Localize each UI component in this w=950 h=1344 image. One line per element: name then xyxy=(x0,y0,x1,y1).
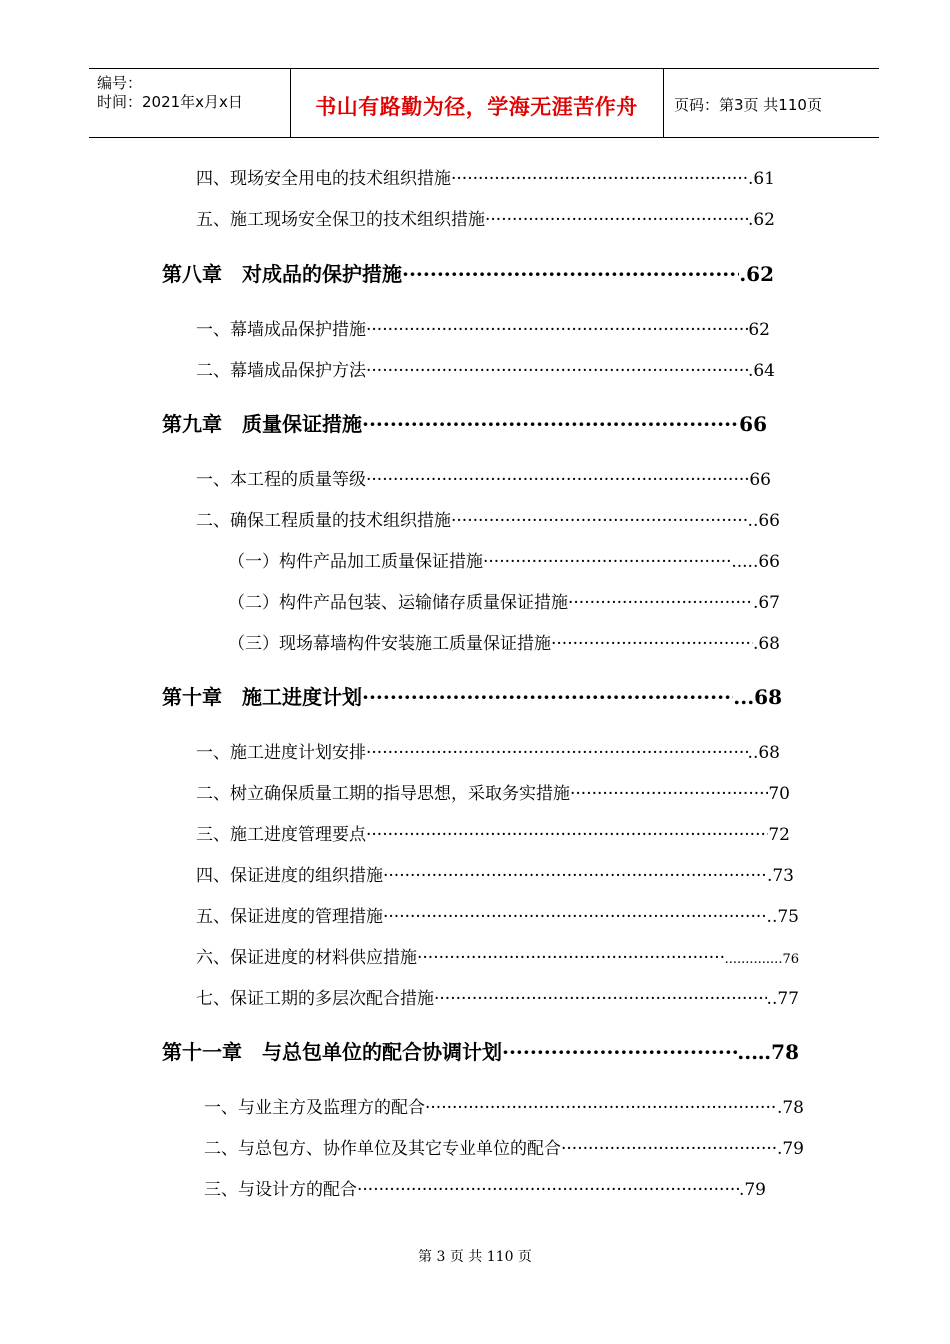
toc-subentry[interactable] xyxy=(228,629,780,654)
toc-entry-title: 二、与总包方、协作单位及其它专业单位的配合 xyxy=(204,1139,561,1159)
toc-entry-page: 72 xyxy=(768,825,790,845)
toc-leader-dots xyxy=(366,825,768,845)
toc-leader-dots xyxy=(366,361,748,381)
toc-chapter-page: ..…78 xyxy=(737,1040,799,1064)
toc-entry-title: 七、保证工期的多层次配合措施 xyxy=(196,989,434,1009)
toc-leader-dots xyxy=(502,1040,737,1064)
toc-chapter-entry[interactable] xyxy=(162,681,782,710)
toc-entry[interactable] xyxy=(196,738,780,763)
toc-leader-dots xyxy=(434,989,767,1009)
toc-entry-title: 四、保证进度的组织措施 xyxy=(196,866,383,886)
header-page-info: 页码：第3页 共110页 xyxy=(674,96,822,114)
toc-leader-dots xyxy=(483,552,731,572)
toc-leader-dots xyxy=(561,1139,777,1159)
toc-entry[interactable] xyxy=(204,1093,804,1118)
toc-subentry-title: （三）现场幕墙构件安装施工质量保证措施 xyxy=(228,634,551,654)
toc-chapter-title: 第八章 对成品的保护措施 xyxy=(162,262,402,286)
toc-entry[interactable] xyxy=(196,943,799,968)
toc-entry[interactable] xyxy=(204,1175,766,1200)
toc-entry-page: ..............76 xyxy=(724,952,799,967)
toc-entry[interactable] xyxy=(196,205,775,230)
toc-entry-title: 五、施工现场安全保卫的技术组织措施 xyxy=(196,210,485,230)
toc-entry-page: 70 xyxy=(768,784,790,804)
toc-chapter-title: 第十章 施工进度计划 xyxy=(162,685,362,709)
toc-subentry-title: （二）构件产品包装、运输储存质量保证措施 xyxy=(228,593,568,613)
toc-entry-page: ..66 xyxy=(747,511,780,531)
toc-chapter-title: 第十一章 与总包单位的配合协调计划 xyxy=(162,1040,502,1064)
toc-chapter-entry[interactable] xyxy=(162,1036,799,1065)
toc-leader-dots xyxy=(570,784,768,804)
toc-chapter-page: .62 xyxy=(739,262,774,286)
toc-entry-title: 三、施工进度管理要点 xyxy=(196,825,366,845)
toc-entry-title: 一、幕墙成品保护措施 xyxy=(196,320,366,340)
toc-entry[interactable] xyxy=(196,861,794,886)
toc-entry[interactable] xyxy=(196,902,799,927)
toc-entry-title: 二、确保工程质量的技术组织措施 xyxy=(196,511,451,531)
toc-leader-dots xyxy=(362,412,739,436)
toc-entry[interactable] xyxy=(196,506,780,531)
toc-entry-title: 三、与设计方的配合 xyxy=(204,1180,357,1200)
toc-entry-page: ..77 xyxy=(766,989,799,1009)
toc-leader-dots xyxy=(366,743,748,763)
toc-chapter-entry[interactable] xyxy=(162,408,767,437)
toc-subentry-page: .....66 xyxy=(731,552,780,572)
toc-chapter-page: 66 xyxy=(739,412,767,436)
toc-subentry-page: .68 xyxy=(752,634,780,654)
toc-entry[interactable] xyxy=(204,1134,804,1159)
toc-leader-dots xyxy=(362,685,733,709)
toc-entry-title: 四、现场安全用电的技术组织措施 xyxy=(196,169,451,189)
toc-chapter-title: 第九章 质量保证措施 xyxy=(162,412,362,436)
toc-leader-dots xyxy=(383,866,767,886)
toc-entry-page: .79 xyxy=(738,1180,766,1200)
toc-entry-page: ..68 xyxy=(747,743,780,763)
toc-leader-dots xyxy=(402,262,739,286)
toc-leader-dots xyxy=(366,470,749,490)
toc-leader-dots xyxy=(357,1180,739,1200)
toc-entry-page: .79 xyxy=(776,1139,804,1159)
toc-entry[interactable] xyxy=(196,984,799,1009)
header-motto: 书山有路勤为径，学海无涯苦作舟 xyxy=(315,95,638,119)
toc-entry-page: .78 xyxy=(776,1098,804,1118)
toc-entry-title: 二、幕墙成品保护方法 xyxy=(196,361,366,381)
toc-entry-page: .61 xyxy=(747,169,775,189)
toc-entry[interactable] xyxy=(196,465,771,490)
toc-entry-title: 一、与业主方及监理方的配合 xyxy=(204,1098,425,1118)
toc-subentry-page: .67 xyxy=(752,593,780,613)
toc-leader-dots xyxy=(417,948,725,968)
page-footer: 第 3 页 共 110 页 xyxy=(418,1249,532,1265)
toc-entry-page: .64 xyxy=(747,361,775,381)
toc-entry[interactable] xyxy=(196,164,775,189)
toc-chapter-page: ...68 xyxy=(733,685,782,709)
toc-subentry[interactable] xyxy=(228,547,780,572)
toc-entry-title: 二、树立确保质量工期的指导思想，采取务实措施 xyxy=(196,784,570,804)
toc-entry-page: 62 xyxy=(748,320,770,340)
toc-chapter-entry[interactable] xyxy=(162,258,774,287)
toc-entry-page: .62 xyxy=(747,210,775,230)
toc-leader-dots xyxy=(485,210,748,230)
toc-entry[interactable] xyxy=(196,356,775,381)
toc-leader-dots xyxy=(366,320,748,340)
document-number-label: 编号： xyxy=(97,74,143,92)
toc-entry-title: 一、施工进度计划安排 xyxy=(196,743,366,763)
toc-leader-dots xyxy=(551,634,753,654)
toc-entry-title: 一、本工程的质量等级 xyxy=(196,470,366,490)
toc-entry-title: 五、保证进度的管理措施 xyxy=(196,907,383,927)
toc-leader-dots xyxy=(451,169,748,189)
toc-entry-page: 66 xyxy=(749,470,771,490)
toc-entry-title: 六、保证进度的材料供应措施 xyxy=(196,948,417,968)
toc-leader-dots xyxy=(451,511,748,531)
toc-subentry-title: （一）构件产品加工质量保证措施 xyxy=(228,552,483,572)
toc-leader-dots xyxy=(568,593,753,613)
toc-entry-page: ..75 xyxy=(766,907,799,927)
toc-entry[interactable] xyxy=(196,315,770,340)
document-time-label: 时间：2021年x月x日 xyxy=(97,93,243,111)
toc-entry[interactable] xyxy=(196,779,790,804)
toc-subentry[interactable] xyxy=(228,588,780,613)
toc-entry-page: .73 xyxy=(766,866,794,886)
toc-leader-dots xyxy=(383,907,767,927)
toc-entry[interactable] xyxy=(196,820,790,845)
toc-leader-dots xyxy=(425,1098,777,1118)
